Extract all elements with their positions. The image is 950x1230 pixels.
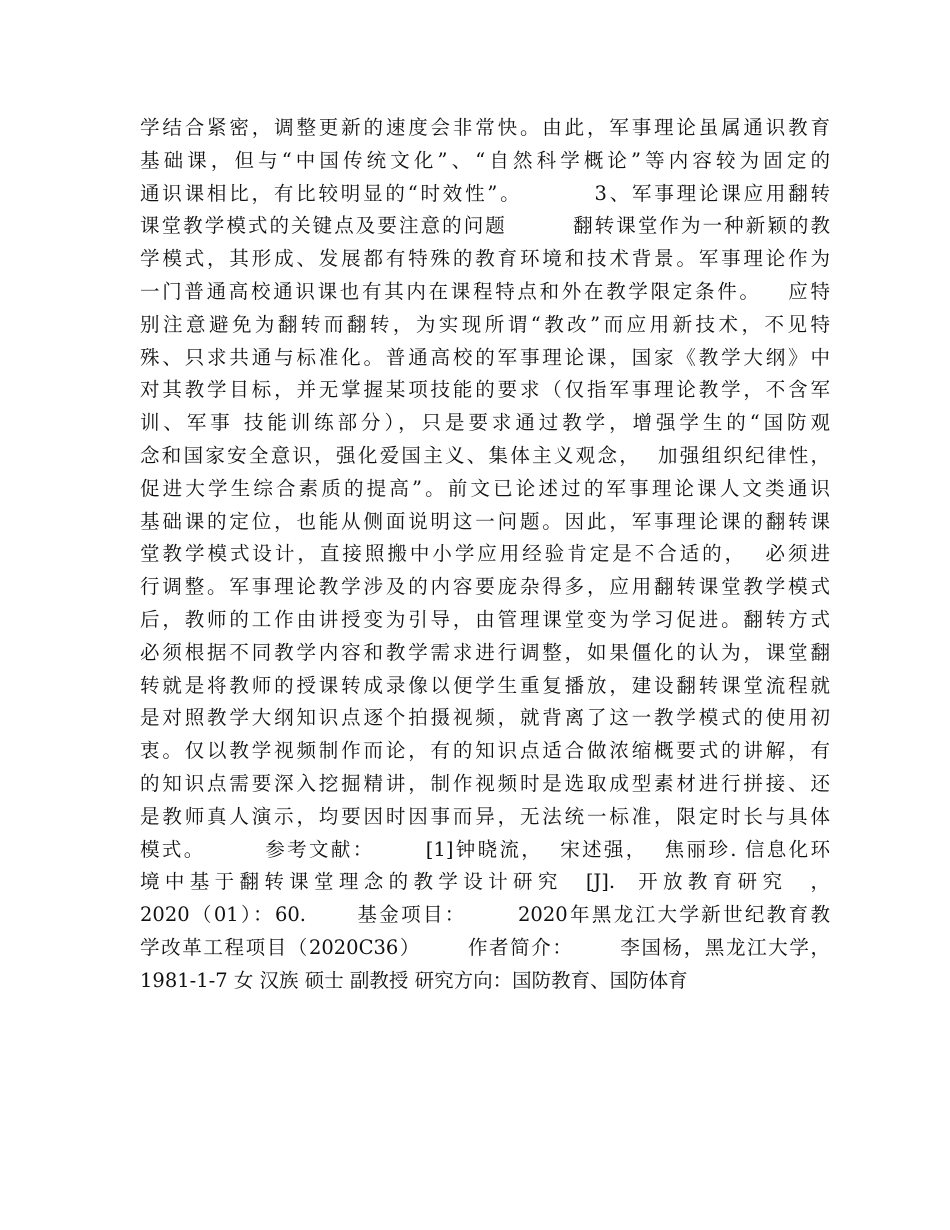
body-paragraph (140, 112, 830, 998)
text-line: 是教师真人演示，均要因时因事而异，无法统一标准，限定时长与具体 (140, 804, 830, 828)
text-line: 衷。仅以教学视频制作而论，有的知识点适合做浓缩概要式的讲解，有 (140, 739, 830, 763)
text-line: 学改革工程项目（2020C36） 作者简介： 李国杨，黑龙江大学， (140, 935, 830, 959)
text-line: 学模式，其形成、发展都有特殊的教育环境和技术背景。军事理论作为 (140, 247, 830, 271)
text-line: 通识课相比，有比较明显的“时效性”。 3、军事理论课应用翻转 (140, 181, 830, 205)
text-line: 训、军事 技能训练部分），只是要求通过教学，增强学生的“国防观 (140, 411, 830, 435)
text-line: 念和国家安全意识，强化爱国主义、集体主义观念， 加强组织纪律性， (140, 443, 830, 467)
text-line: 课堂教学模式的关键点及要注意的问题 翻转课堂作为一种新颖的教 (140, 214, 830, 238)
text-line: 境中基于翻转课堂理念的教学设计研究 [J]. 开放教育研究 ， (140, 870, 830, 894)
text-line: 的知识点需要深入挖掘精讲，制作视频时是选取成型素材进行拼接、还 (140, 771, 830, 795)
text-line: 学结合紧密，调整更新的速度会非常快。由此，军事理论虽属通识教育 (140, 116, 830, 139)
text-line: 一门普通高校通识课也有其内在课程特点和外在教学限定条件。 应特 (140, 279, 830, 303)
text-line: 行调整。军事理论教学涉及的内容要庞杂得多，应用翻转课堂教学模式 (140, 575, 830, 599)
text-line: 转就是将教师的授课转成录像以便学生重复播放，建设翻转课堂流程就 (140, 673, 830, 697)
text-line: 基础课，但与“中国传统文化”、“自然科学概论”等内容较为固定的 (140, 148, 830, 172)
text-line: 基础课的定位，也能从侧面说明这一问题。因此，军事理论课的翻转课 (140, 509, 830, 533)
text-line: 别注意避免为翻转而翻转，为实现所谓“教改”而应用新技术，不见特 (140, 312, 830, 336)
text-line: 1981-1-7 女 汉族 硕士 副教授 研究方向：国防教育、国防体育 (140, 968, 688, 992)
text-line: 模式。 参考文献： [1]钟晓流， 宋述强， 焦丽珍. 信息化环 (140, 837, 830, 861)
text-line: 殊、只求共通与标准化。普通高校的军事理论课，国家《教学大纲》中 (140, 345, 830, 369)
text-line: 2020（01）：60. 基金项目： 2020年黑龙江大学新世纪教育教 (140, 903, 830, 927)
text-line: 后，教师的工作由讲授变为引导，由管理课堂变为学习促进。翻转方式 (140, 607, 830, 631)
text-line: 必须根据不同教学内容和教学需求进行调整，如果僵化的认为，课堂翻 (140, 640, 830, 664)
text-line: 是对照教学大纲知识点逐个拍摄视频，就背离了这一教学模式的使用初 (140, 706, 830, 730)
text-line: 堂教学模式设计，直接照搬中小学应用经验肯定是不合适的， 必须进 (140, 542, 830, 566)
text-line: 促进大学生综合素质的提高”。前文已论述过的军事理论课人文类通识 (140, 476, 830, 500)
text-line: 对其教学目标，并无掌握某项技能的要求（仅指军事理论教学，不含军 (140, 378, 830, 402)
